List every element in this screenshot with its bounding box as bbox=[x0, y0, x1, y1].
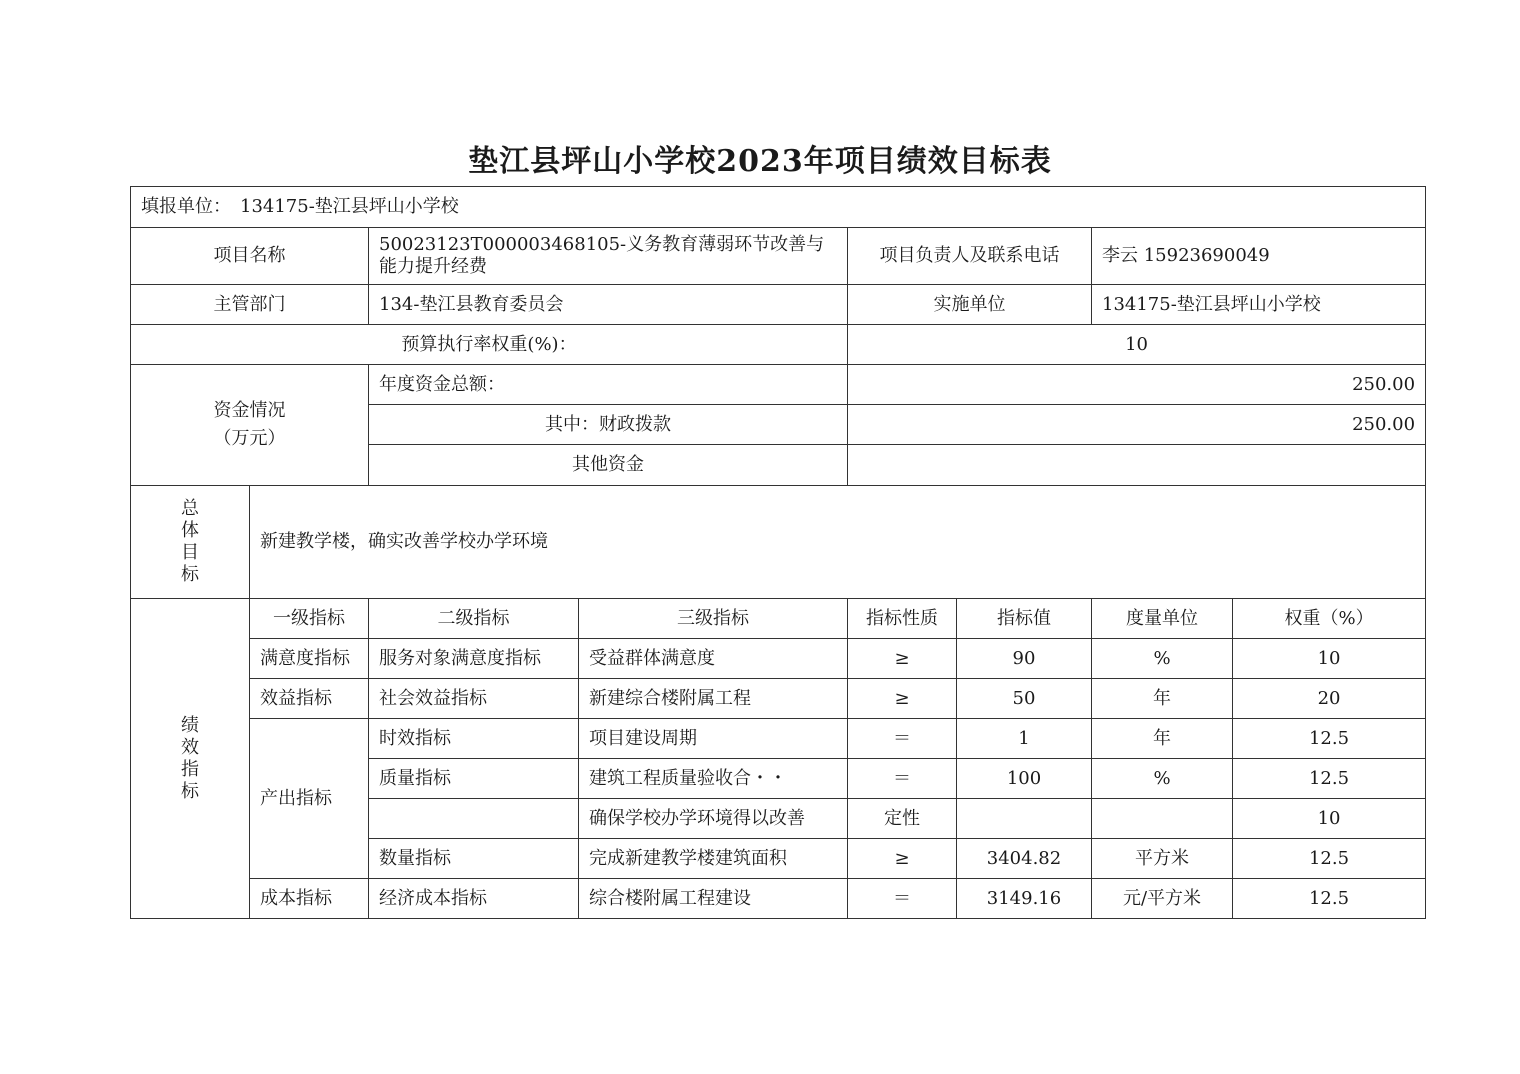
level1-cell: 满意度指标 bbox=[250, 639, 369, 679]
level3-cell: 新建综合楼附属工程 bbox=[579, 679, 848, 719]
level3-cell: 完成新建教学楼建筑面积 bbox=[579, 839, 848, 879]
level2-cell: 社会效益指标 bbox=[369, 679, 579, 719]
unit-cell: % bbox=[1092, 759, 1233, 799]
weight-cell: 12.5 bbox=[1233, 879, 1426, 919]
funds-total-row bbox=[131, 365, 1426, 405]
unit-cell bbox=[1092, 799, 1233, 839]
unit-cell: 平方米 bbox=[1092, 839, 1233, 879]
level3-cell: 建筑工程质量验收合・・ bbox=[579, 759, 848, 799]
table-row bbox=[131, 719, 1426, 759]
filing-unit-row bbox=[131, 187, 1426, 228]
table-row bbox=[131, 639, 1426, 679]
funds-total-value: 250.00 bbox=[848, 365, 1426, 405]
header-level1: 一级指标 bbox=[250, 599, 369, 639]
overall-goal-label-char: 目 bbox=[181, 542, 199, 563]
level1-cell: 产出指标 bbox=[250, 719, 369, 879]
level3-cell: 综合楼附属工程建设 bbox=[579, 879, 848, 919]
implementing-unit-label: 实施单位 bbox=[848, 285, 1092, 325]
header-level3: 三级指标 bbox=[579, 599, 848, 639]
level2-cell: 服务对象满意度指标 bbox=[369, 639, 579, 679]
level2-cell bbox=[369, 799, 579, 839]
funds-other-value bbox=[848, 445, 1426, 486]
unit-cell: 年 bbox=[1092, 719, 1233, 759]
contact-value: 李云 15923690049 bbox=[1092, 228, 1426, 285]
performance-label-char: 标 bbox=[181, 780, 199, 802]
unit-cell: 年 bbox=[1092, 679, 1233, 719]
budget-rate-value: 10 bbox=[848, 325, 1426, 365]
overall-goal-label-char: 体 bbox=[181, 520, 199, 541]
nature-cell: ≥ bbox=[848, 679, 957, 719]
funds-label-line2: （万元） bbox=[213, 428, 286, 449]
nature-cell: ＝ bbox=[848, 879, 957, 919]
department-label: 主管部门 bbox=[131, 285, 369, 325]
value-cell: 100 bbox=[957, 759, 1092, 799]
nature-cell: ≥ bbox=[848, 639, 957, 679]
funds-total-label: 年度资金总额： bbox=[369, 365, 848, 405]
value-cell: 3149.16 bbox=[957, 879, 1092, 919]
funds-label bbox=[131, 365, 369, 486]
unit-cell: % bbox=[1092, 639, 1233, 679]
overall-goal-text: 新建教学楼，确实改善学校办学环境 bbox=[250, 486, 1426, 599]
table-row bbox=[131, 879, 1426, 919]
level2-cell: 数量指标 bbox=[369, 839, 579, 879]
nature-cell: ＝ bbox=[848, 719, 957, 759]
overall-goal-label-char: 标 bbox=[181, 564, 199, 585]
level3-cell: 确保学校办学环境得以改善 bbox=[579, 799, 848, 839]
funds-fiscal-label: 其中：财政拨款 bbox=[369, 405, 848, 445]
nature-cell: ＝ bbox=[848, 759, 957, 799]
contact-label: 项目负责人及联系电话 bbox=[848, 228, 1092, 285]
department-value: 134-垫江县教育委员会 bbox=[369, 285, 848, 325]
value-cell: 90 bbox=[957, 639, 1092, 679]
level2-cell: 质量指标 bbox=[369, 759, 579, 799]
weight-cell: 10 bbox=[1233, 639, 1426, 679]
header-unit: 度量单位 bbox=[1092, 599, 1233, 639]
project-name-label: 项目名称 bbox=[131, 228, 369, 285]
overall-goal-label bbox=[131, 486, 250, 599]
performance-label-char: 绩 bbox=[181, 714, 199, 736]
page-title: 垫江县坪山小学校2023年项目绩效目标表 bbox=[468, 144, 1052, 179]
level2-cell: 经济成本指标 bbox=[369, 879, 579, 919]
project-name-value: 50023123T000003468105-义务教育薄弱环节改善与能力提升经费 bbox=[369, 228, 848, 285]
budget-rate-label: 预算执行率权重(%)： bbox=[131, 325, 848, 365]
value-cell: 3404.82 bbox=[957, 839, 1092, 879]
level2-cell: 时效指标 bbox=[369, 719, 579, 759]
value-cell: 1 bbox=[957, 719, 1092, 759]
header-weight: 权重（%） bbox=[1233, 599, 1426, 639]
nature-cell: ≥ bbox=[848, 839, 957, 879]
level1-cell: 效益指标 bbox=[250, 679, 369, 719]
table-row bbox=[131, 679, 1426, 719]
funds-other-label: 其他资金 bbox=[369, 445, 848, 486]
performance-label-char: 效 bbox=[181, 736, 199, 758]
funds-label-line1: 资金情况 bbox=[213, 400, 286, 421]
performance-label-char: 指 bbox=[181, 758, 199, 780]
implementing-unit-value: 134175-垫江县坪山小学校 bbox=[1092, 285, 1426, 325]
nature-cell: 定性 bbox=[848, 799, 957, 839]
funds-fiscal-value: 250.00 bbox=[848, 405, 1426, 445]
weight-cell: 12.5 bbox=[1233, 839, 1426, 879]
level1-cell: 成本指标 bbox=[250, 879, 369, 919]
weight-cell: 12.5 bbox=[1233, 719, 1426, 759]
filing-unit: 填报单位： 134175-垫江县坪山小学校 bbox=[131, 187, 1426, 228]
performance-target-table bbox=[130, 186, 1426, 919]
header-value: 指标值 bbox=[957, 599, 1092, 639]
value-cell: 50 bbox=[957, 679, 1092, 719]
budget-rate-row bbox=[131, 325, 1426, 365]
department-row bbox=[131, 285, 1426, 325]
weight-cell: 12.5 bbox=[1233, 759, 1426, 799]
overall-goal-label-char: 总 bbox=[181, 498, 199, 519]
weight-cell: 10 bbox=[1233, 799, 1426, 839]
indicator-header-row bbox=[131, 599, 1426, 639]
weight-cell: 20 bbox=[1233, 679, 1426, 719]
unit-cell: 元/平方米 bbox=[1092, 879, 1233, 919]
overall-goal-row bbox=[131, 486, 1426, 599]
value-cell bbox=[957, 799, 1092, 839]
header-level2: 二级指标 bbox=[369, 599, 579, 639]
project-name-row bbox=[131, 228, 1426, 285]
level3-cell: 受益群体满意度 bbox=[579, 639, 848, 679]
level3-cell: 项目建设周期 bbox=[579, 719, 848, 759]
header-nature: 指标性质 bbox=[848, 599, 957, 639]
performance-indicators-label bbox=[131, 599, 250, 919]
